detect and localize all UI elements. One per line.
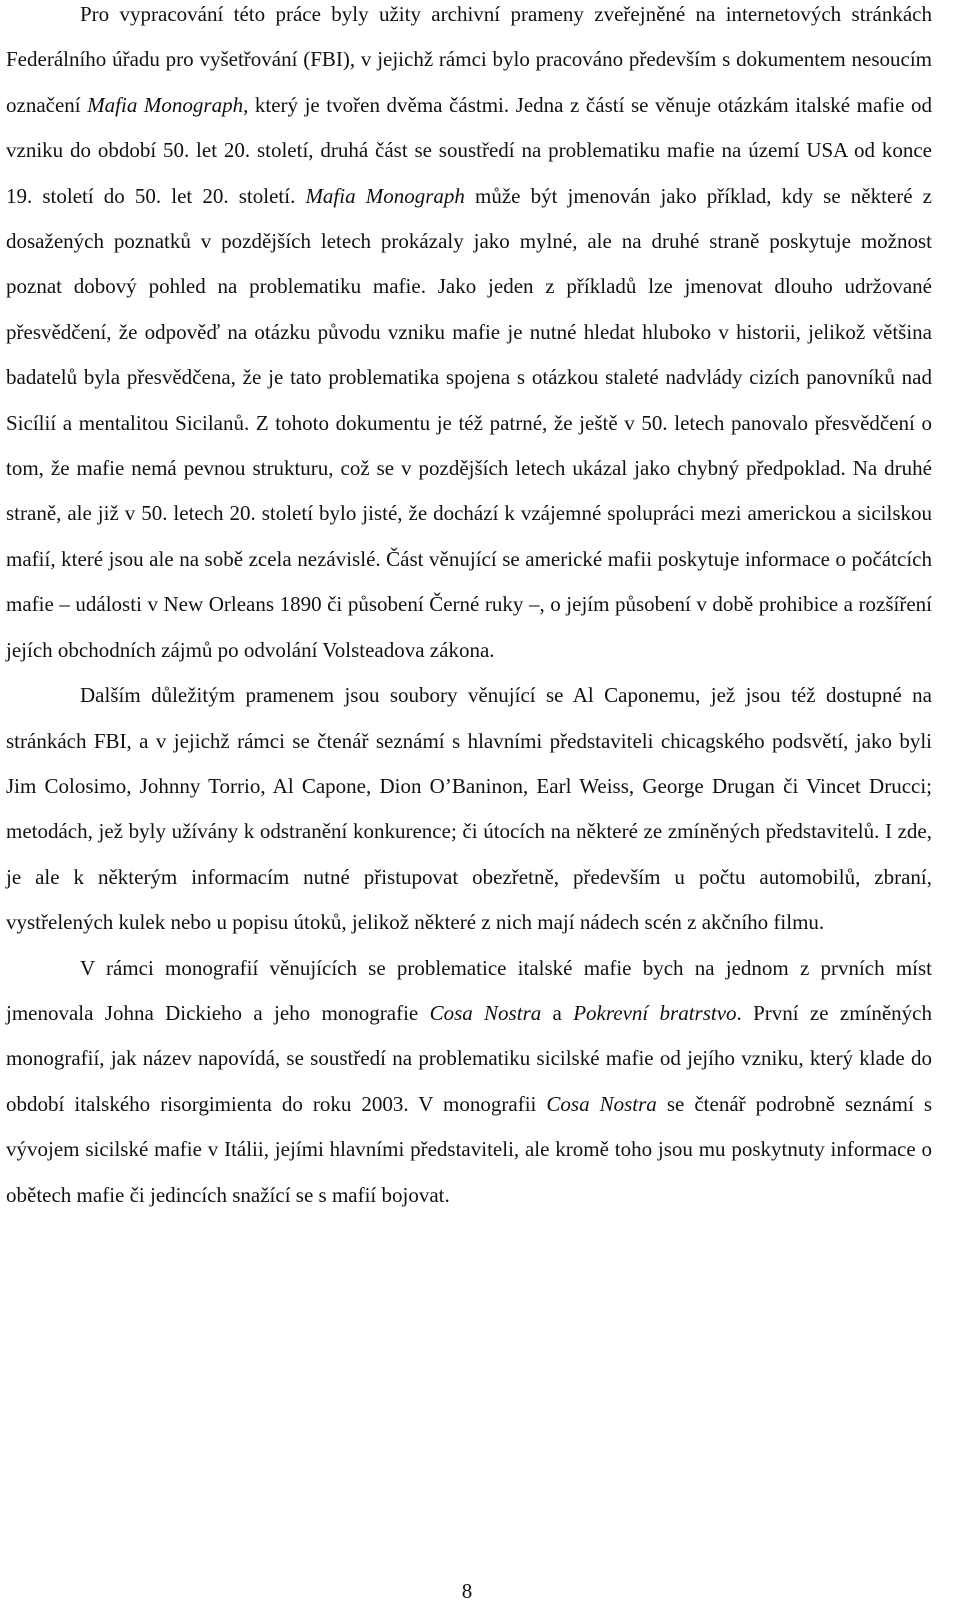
paragraph-archival-sources [6, 0, 932, 673]
paragraph-capone-files [6, 673, 932, 945]
paragraph-text: může být jmenován jako příklad, kdy se některé z dosažených poznatků v pozdějších letech prokázaly jako mylné, ale na druhé straně poskytuje možnost poznat dobový pohled na problematiku mafie. Jako jeden z příkladů lze jmenovat dlouho udržované přesvědčení, že odpověď na otázku původu vzniku mafie je nutné hledat hluboko v historii, jelikož většina badatelů byla přesvědčena, že je tato problematika spojena s otázkou staleté nadvlády cizích panovníků nad Sicílií a mentalitou Sicilanů. Z tohoto dokumentu je též patrné, že ještě v 50. letech panovalo přesvědčení o tom, že mafie nemá pevnou strukturu, což se v pozdějších letech ukázal jako chybný předpoklad. Na druhé straně, ale již v 50. letech 20. století bylo jisté, že dochází k vzájemné spolupráci mezi americkou a sicilskou mafií, které jsou ale na sobě zcela nezávislé. Část věnující se americké mafii poskytuje informace o počátcích mafie – události v New Orleans 1890 či působení Černé ruky –, o jejím působení v době prohibice a rozšíření jejích obchodních zájmů po odvolání Volsteadova zákona. [6, 183, 933, 662]
italic-title-text: Mafia Monograph [87, 92, 244, 117]
paragraph-monographs [6, 946, 932, 1218]
italic-title-text: Cosa Nostra [429, 1000, 542, 1025]
paragraph-text: . První ze zmíněných monografií, jak název napovídá, se soustředí na problematiku sicilské mafie od jejího vzniku, který klade do období italského risorgimienta do roku 2003. V monografii [6, 1000, 933, 1116]
paragraph-text: V rámci monografií věnujících se problematice italské mafie bych na jednom z prvních míst jmenovala Johna Dickieho a jeho monografie [6, 955, 932, 1025]
italic-title-text: Mafia Monograph [305, 183, 465, 208]
italic-title-text: Cosa Nostra [546, 1091, 657, 1116]
page-number: 8 [461, 1579, 473, 1603]
paragraph-text: a [541, 1000, 574, 1025]
paragraph-text: se čtenář podrobně seznámí s vývojem sicilské mafie v Itálii, jejími hlavními představiteli, ale kromě toho jsou mu poskytnuty informace o obětech mafie či jedincích snažící se s mafií bojovat. [6, 1091, 932, 1207]
paragraph-text: Pro vypracování této práce byly užity archivní prameny zveřejněné na internetových stránkách Federálního úřadu pro vyšetřování (FBI), v jejichž rámci bylo pracováno především s dokumentem nesoucím označení [6, 2, 932, 117]
paragraph-text: , který je tvořen dvěma částmi. Jedna z částí se věnuje otázkám italské mafie od vzniku do období 50. let 20. století, druhá část se soustředí na problematiku mafie na území USA od konce 19. století do 50. let 20. století. [6, 92, 932, 208]
paragraph-text: Dalším důležitým pramenem jsou soubory věnující se Al Caponemu, jež jsou též dostupné na stránkách FBI, a v jejichž rámci se čtenář seznámí s hlavními představiteli chicagského podsvětí, jako byli Jim Colosimo, Johnny Torrio, Al Capone, Dion O’Baninon, Earl Weiss, George Drugan či Vincet Drucci; metodách, jež byly užívány k odstranění konkurence; či útocích na některé ze zmíněných představitelů. I zde, je ale k některým informacím nutné přistupovat obezřetně, především u počtu automobilů, zbraní, vystřelených kulek nebo u popisu útoků, jelikož některé z nich mají nádech scén z akčního filmu. [6, 683, 932, 935]
document-body [6, 0, 932, 1218]
italic-title-text: Pokrevní bratrstvo [573, 1000, 737, 1025]
